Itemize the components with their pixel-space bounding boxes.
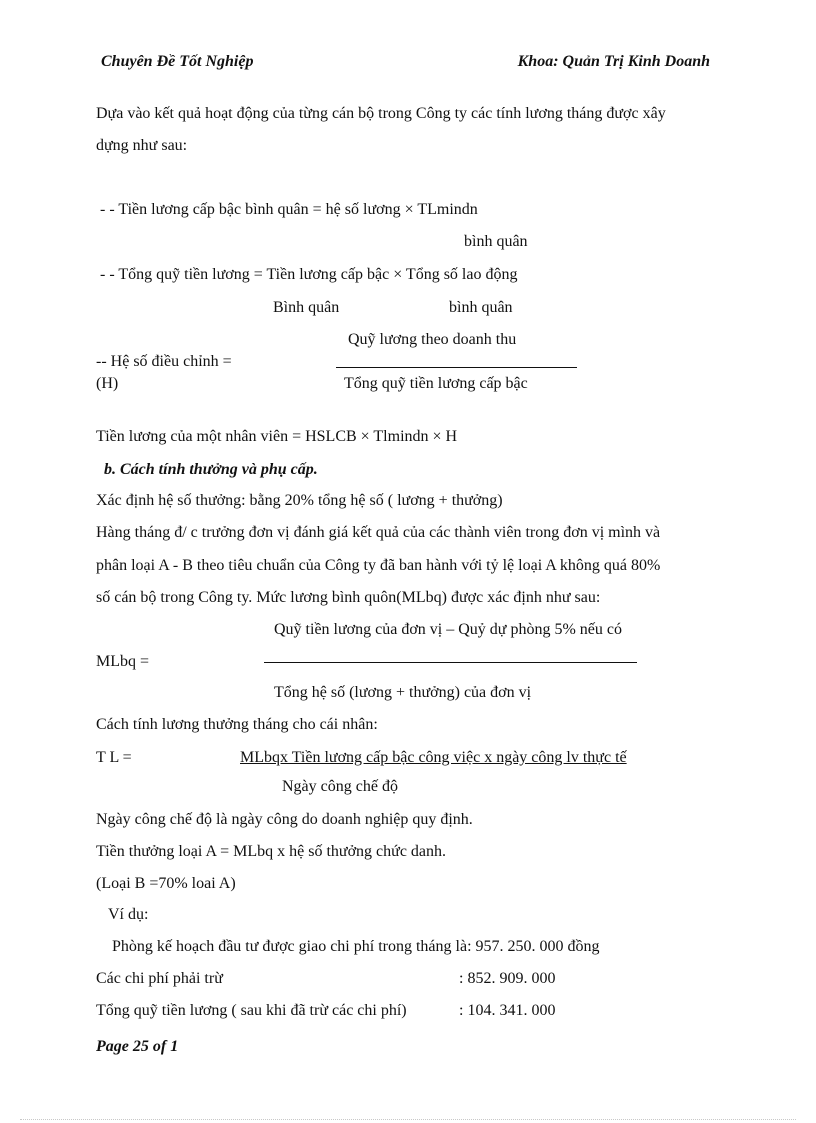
section-heading: b. Cách tính thưởng và phụ cấp. (104, 461, 318, 478)
paragraph: (Loại B =70% loai A) (96, 875, 236, 892)
row-value: : 104. 341. 000 (459, 1002, 556, 1019)
row-value: : 852. 909. 000 (459, 970, 556, 987)
paragraph: Cách tính lương thưởng tháng cho cái nhân: (96, 716, 378, 733)
fraction-bar (264, 662, 637, 663)
formula-mlbq-numerator: Quỹ tiền lương của đơn vị – Quỷ dự phòng 5% nếu có (274, 621, 622, 638)
formula-average-wage-sub: bình quân (464, 233, 528, 250)
formula-tl-label: T L = (96, 749, 132, 766)
example-line: Phòng kế hoạch đầu tư được giao chi phí trong tháng là: 957. 250. 000 đồng (112, 938, 600, 955)
paragraph: Xác định hệ số thưởng: bằng 20% tổng hệ số ( lương + thưởng) (96, 492, 503, 509)
formula-total-fund: - - Tổng quỹ tiền lương = Tiền lương cấp bậc × Tổng số lao động (100, 266, 518, 283)
paragraph: Ngày công chế độ là ngày công do doanh nghiệp quy định. (96, 811, 473, 828)
fraction-bar (336, 367, 577, 368)
paragraph: Tiền thưởng loại A = MLbq x hệ số thưởng chức danh. (96, 843, 447, 860)
formula-coefficient-numerator: Quỹ lương theo doanh thu (348, 331, 517, 348)
paragraph-line: phân loại A - B theo tiêu chuẩn của Công ty đã ban hành với tỷ lệ loại A không quá 80% (96, 557, 661, 574)
formula-tl-numerator: MLbqx Tiền lương cấp bậc công việc x ngày công lv thực tế (240, 749, 627, 766)
formula-mlbq-denominator: Tổng hệ số (lương + thưởng) của đơn vị (274, 684, 532, 701)
example-label: Ví dụ: (108, 906, 149, 923)
formula-average-wage: - - Tiền lương cấp bậc bình quân = hệ số lương × TLmindn (100, 201, 478, 218)
intro-line-1: Dựa vào kết quả hoạt động của từng cán bộ trong Công ty các tính lương tháng được xây (96, 105, 666, 122)
formula-coefficient-denominator: Tổng quỹ tiền lương cấp bậc (344, 375, 528, 392)
formula-coefficient-symbol: (H) (96, 375, 119, 392)
paragraph-line: Hàng tháng đ/ c trưởng đơn vị đánh giá kết quả của các thành viên trong đơn vị mình và (96, 524, 661, 541)
page-footer: Page 25 of 1 (96, 1038, 179, 1055)
formula-mlbq-label: MLbq = (96, 653, 150, 670)
row-label: Tổng quỹ tiền lương ( sau khi đã trừ các chi phí) (96, 1002, 407, 1019)
row-label: Các chi phí phải trừ (96, 970, 223, 987)
formula-employee-wage: Tiền lương của một nhân viên = HSLCB × Tlmindn × H (96, 428, 458, 445)
formula-coefficient-label: -- Hệ số điều chỉnh = (96, 353, 232, 370)
formula-total-fund-sub-2: bình quân (449, 299, 513, 316)
paragraph-line: số cán bộ trong Công ty. Mức lương bình quôn(MLbq) được xác định như sau: (96, 589, 601, 606)
header-left: Chuyên Đề Tốt Nghiệp (101, 53, 254, 70)
intro-line-2: dựng như sau: (96, 137, 188, 154)
header-right: Khoa: Quản Trị Kinh Doanh (517, 53, 710, 70)
page-edge-divider (20, 1119, 796, 1120)
formula-tl-denominator: Ngày công chế độ (282, 778, 398, 795)
formula-total-fund-sub-1: Bình quân (273, 299, 340, 316)
